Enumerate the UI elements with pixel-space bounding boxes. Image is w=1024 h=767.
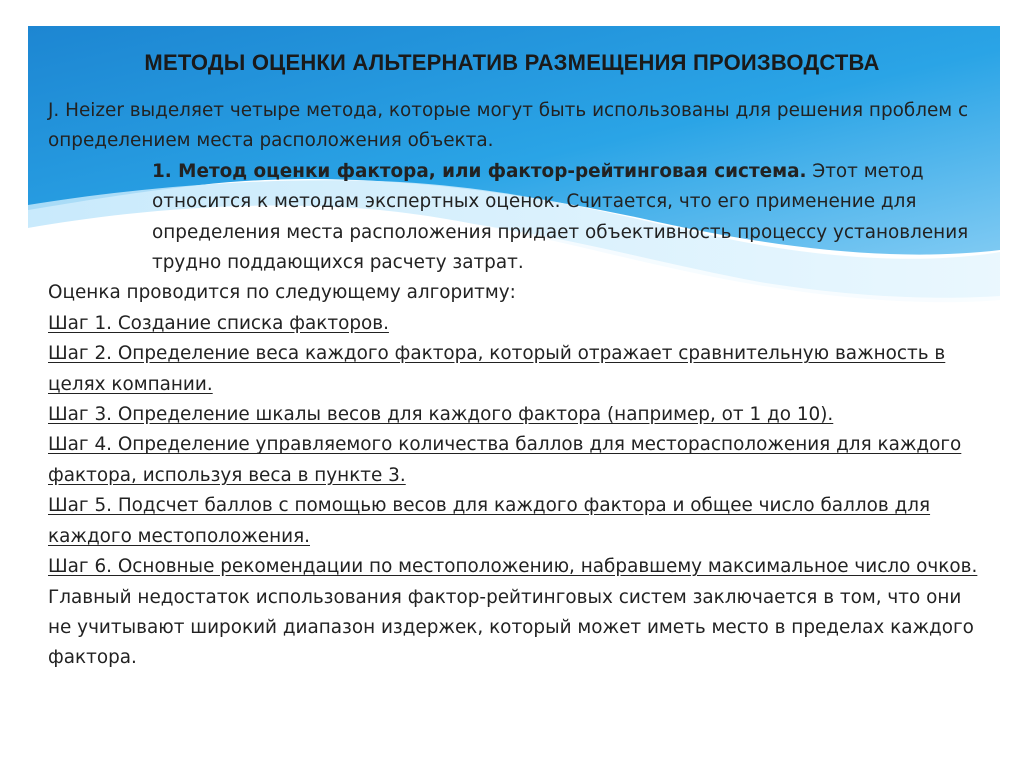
method-heading: 1. Метод оценки фактора, или фактор-рейтинговая система. xyxy=(152,160,807,182)
step-5: Шаг 5. Подсчет баллов с помощью весов для каждого фактора и общее число баллов для каждого местоположения. xyxy=(48,495,931,547)
algorithm-intro: Оценка проводится по следующему алгоритму: xyxy=(48,282,516,304)
intro-paragraph: J. Heizer выделяет четыре метода, которые могут быть использованы для решения проблем с определением места расположения объекта. xyxy=(48,100,969,152)
step-6: Шаг 6. Основные рекомендации по местоположению, набравшему максимальное число очков. xyxy=(48,556,978,578)
step-3: Шаг 3. Определение шкалы весов для каждого фактора (например, от 1 до 10). xyxy=(48,404,834,426)
step-2: Шаг 2. Определение веса каждого фактора, который отражает сравнительную важность в целях компании. xyxy=(48,343,946,395)
slide-title: МЕТОДЫ ОЦЕНКИ АЛЬТЕРНАТИВ РАЗМЕЩЕНИЯ ПРОИЗВОДСТВА xyxy=(144,50,880,75)
method-text: Этот метод относится к методам экспертных оценок. Считается, что его применение для определения места расположения придает объективность процессу установления трудно поддающихся расчету затрат. xyxy=(152,160,969,274)
conclusion-paragraph: Главный недостаток использования фактор-рейтинговых систем заключается в том, что они не учитывают широкий диапазон издержек, который может иметь место в пределах каждого фактора. xyxy=(48,586,974,669)
step-1: Шаг 1. Создание списка факторов. xyxy=(48,312,389,334)
slide-body xyxy=(48,96,984,674)
method-paragraph xyxy=(48,157,984,279)
step-4: Шаг 4. Определение управляемого количества баллов для месторасположения для каждого фактора, используя веса в пункте 3. xyxy=(48,434,962,486)
